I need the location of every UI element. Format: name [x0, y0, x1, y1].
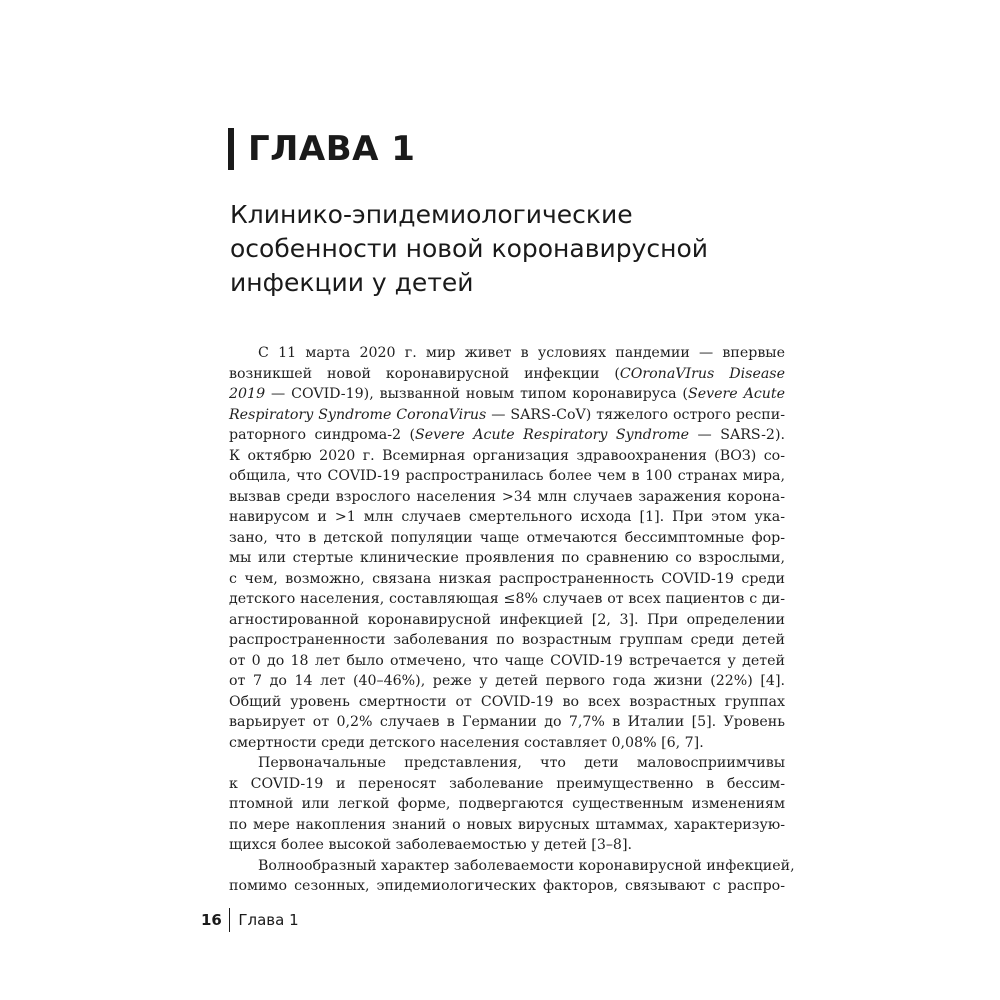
subtitle-line: особенности новой коронавирусной — [230, 234, 708, 263]
footer-divider — [229, 908, 231, 932]
text-line: птомной или легкой форме, подвергаются существенным изменениям — [229, 796, 785, 812]
text-line: помимо сезонных, эпидемиологических факторов, связывают с распро- — [229, 878, 785, 894]
chapter-marker-bar — [228, 128, 234, 170]
text-line: К октябрю 2020 г. Всемирная организация здравоохранения (ВОЗ) со- — [229, 447, 785, 464]
text-line: смертности среди детского населения составляет 0,08% [6, 7]. — [229, 734, 704, 751]
chapter-heading — [228, 128, 415, 170]
body-text — [229, 343, 795, 897]
text-line: агностированной коронавирусной инфекцией [2, 3]. При определении — [229, 611, 785, 628]
page-footer — [201, 908, 299, 932]
text-line: распространенности заболевания по возрастным группам среди детей — [229, 632, 785, 648]
text-line: возникшей новой коронавирусной инфекции (COronaVIrus Disease — [229, 365, 785, 382]
text-line: зано, что в детской популяции чаще отмечаются бессимптомные фор- — [229, 529, 785, 546]
text-line: от 7 до 14 лет (40–46%), реже у детей первого года жизни (22%) [4]. — [229, 673, 785, 689]
text-line: варьирует от 0,2% случаев в Германии до 7,7% в Италии [5]. Уровень — [229, 714, 785, 730]
subtitle-line: инфекции у детей — [230, 268, 474, 297]
text-line: детского населения, составляющая ≤8% случаев от всех пациентов с ди- — [229, 591, 785, 607]
subtitle-line: Клинико-эпидемиологические — [230, 200, 633, 229]
text-line: раторного синдрома-2 (Severe Acute Respiratory Syndrome — SARS-2). — [229, 427, 785, 443]
text-line: мы или стертые клинические проявления по сравнению со взрослыми, — [229, 550, 785, 566]
text-line: Волнообразный характер заболеваемости коронавирусной инфекцией, — [258, 857, 795, 874]
text-line: навирусом и >1 млн случаев смертельного исхода [1]. При этом ука- — [229, 509, 785, 525]
text-line: с чем, возможно, связана низкая распространенность COVID-19 среди — [229, 570, 785, 587]
chapter-subtitle — [230, 198, 790, 300]
text-line: 2019 — COVID-19), вызванной новым типом коронавируса (Severe Acute — [229, 386, 785, 402]
text-line: С 11 марта 2020 г. мир живет в условиях пандемии — впервые — [258, 345, 785, 361]
text-line: к COVID-19 и переносят заболевание преимущественно в бессим- — [229, 775, 785, 792]
text-line: Respiratory Syndrome CoronaVirus — SARS-CoV) тяжелого острого респи- — [229, 406, 785, 423]
text-line: Общий уровень смертности от COVID-19 во всех возрастных группах — [229, 693, 785, 710]
text-line: Первоначальные представления, что дети маловосприимчивы — [258, 755, 785, 771]
running-title: Глава 1 — [238, 911, 299, 929]
text-line: вызвав среди взрослого населения >34 млн случаев заражения корона- — [229, 488, 785, 505]
text-line: общила, что COVID-19 распространилась более чем в 100 странах мира, — [229, 468, 785, 484]
chapter-title: ГЛАВА 1 — [248, 129, 416, 169]
text-line: от 0 до 18 лет было отмечено, что чаще COVID-19 встречается у детей — [229, 652, 785, 669]
text-line: щихся более высокой заболеваемостью у детей [3–8]. — [229, 837, 633, 853]
page-number: 16 — [201, 911, 222, 929]
text-line: по мере накопления знаний о новых вирусных штаммах, характеризую- — [229, 816, 785, 833]
